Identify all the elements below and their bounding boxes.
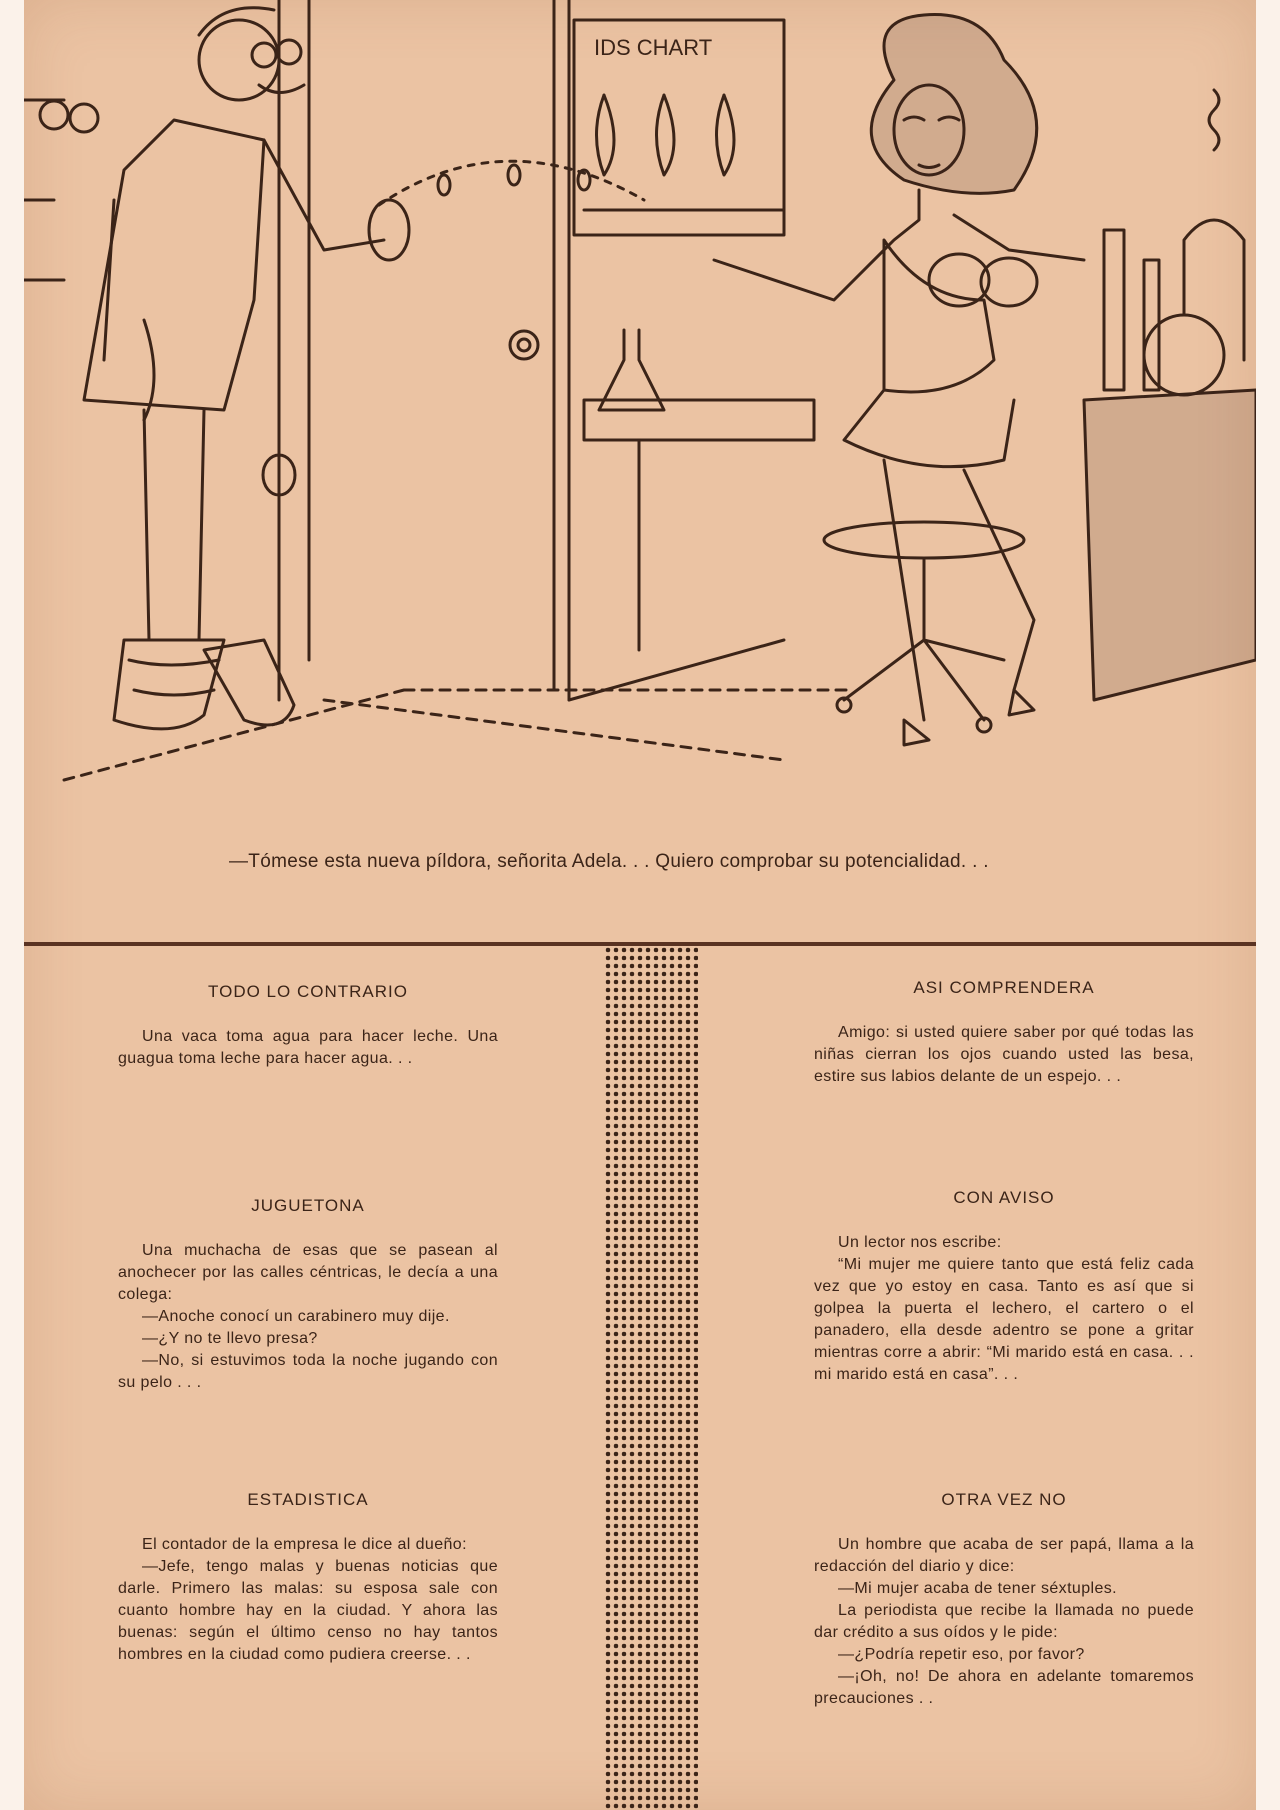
joke-title: TODO LO CONTRARIO xyxy=(208,982,408,1001)
cartoon-caption: —Tómese esta nueva píldora, señorita Adela. . . Quiero comprobar su potencialidad. . . xyxy=(229,851,989,872)
joke-title: ASI COMPRENDERA xyxy=(913,978,1095,997)
joke-title: CON AVISO xyxy=(953,1188,1055,1207)
joke-paragraph: —Mi mujer acaba de tener séxtuples. xyxy=(838,1580,1118,1597)
joke-paragraph: Amigo: si usted quiere saber por qué todas las niñas cierran los ojos cuando usted las besa, estire sus labios delante de un espejo. . . xyxy=(814,1024,1194,1085)
joke-paragraph: La periodista que recibe la llamada no puede dar crédito a sus oídos y le pide: xyxy=(814,1602,1194,1641)
joke-con-aviso xyxy=(814,1188,1194,1386)
joke-paragraph: —¿Podría repetir eso, por favor? xyxy=(838,1646,1085,1663)
joke-otra-vez-no xyxy=(814,1490,1194,1710)
joke-paragraph: —No, si estuvimos toda la noche jugando con su pelo . . . xyxy=(118,1352,498,1391)
joke-paragraph: Una vaca toma agua para hacer leche. Una guagua toma leche para hacer agua. . . xyxy=(118,1028,498,1067)
joke-title: ESTADISTICA xyxy=(247,1490,369,1509)
joke-title: OTRA VEZ NO xyxy=(941,1490,1067,1509)
joke-paragraph: Un lector nos escribe: xyxy=(838,1234,1002,1251)
joke-paragraph: —Anoche conocí un carabinero muy dije. xyxy=(142,1308,450,1325)
cartoon-illustration xyxy=(24,0,1256,835)
joke-juguetona xyxy=(118,1196,498,1394)
joke-paragraph: Un hombre que acaba de ser papá, llama a la redacción del diario y dice: xyxy=(814,1536,1194,1575)
halftone-dot-column xyxy=(604,946,698,1810)
joke-asi-comprendera xyxy=(814,978,1194,1088)
joke-paragraph: —Jefe, tengo malas y buenas noticias que darle. Primero las malas: su esposa sale con cuanto hombre hay en la ciudad. Y ahora las buenas: según el último censo no hay tantos hombres en la ciudad como pudiera creerse. . . xyxy=(118,1558,498,1663)
joke-paragraph: El contador de la empresa le dice al dueño: xyxy=(142,1536,467,1553)
joke-todo-lo-contrario xyxy=(118,982,498,1070)
joke-paragraph: —¿Y no te llevo presa? xyxy=(142,1330,318,1347)
cartoon-drawing xyxy=(24,0,1256,835)
joke-paragraph: “Mi mujer me quiere tanto que está feliz cada vez que yo estoy en casa. Tanto es así que si golpea la puerta el lechero, el cartero o el panadero, ella desde adentro se pone a gritar mientras corre a abrir: “Mi marido está en casa. . . mi marido está en casa”. . . xyxy=(814,1256,1194,1383)
chart-sign-label: IDS CHART xyxy=(594,35,713,60)
joke-paragraph: Una muchacha de esas que se pasean al anochecer por las calles céntricas, le decía a una colega: xyxy=(118,1242,498,1303)
joke-title: JUGUETONA xyxy=(251,1196,365,1215)
joke-paragraph: —¡Oh, no! De ahora en adelante tomaremos precauciones . . xyxy=(814,1668,1194,1707)
magazine-page xyxy=(24,0,1256,1810)
joke-estadistica xyxy=(118,1490,498,1666)
